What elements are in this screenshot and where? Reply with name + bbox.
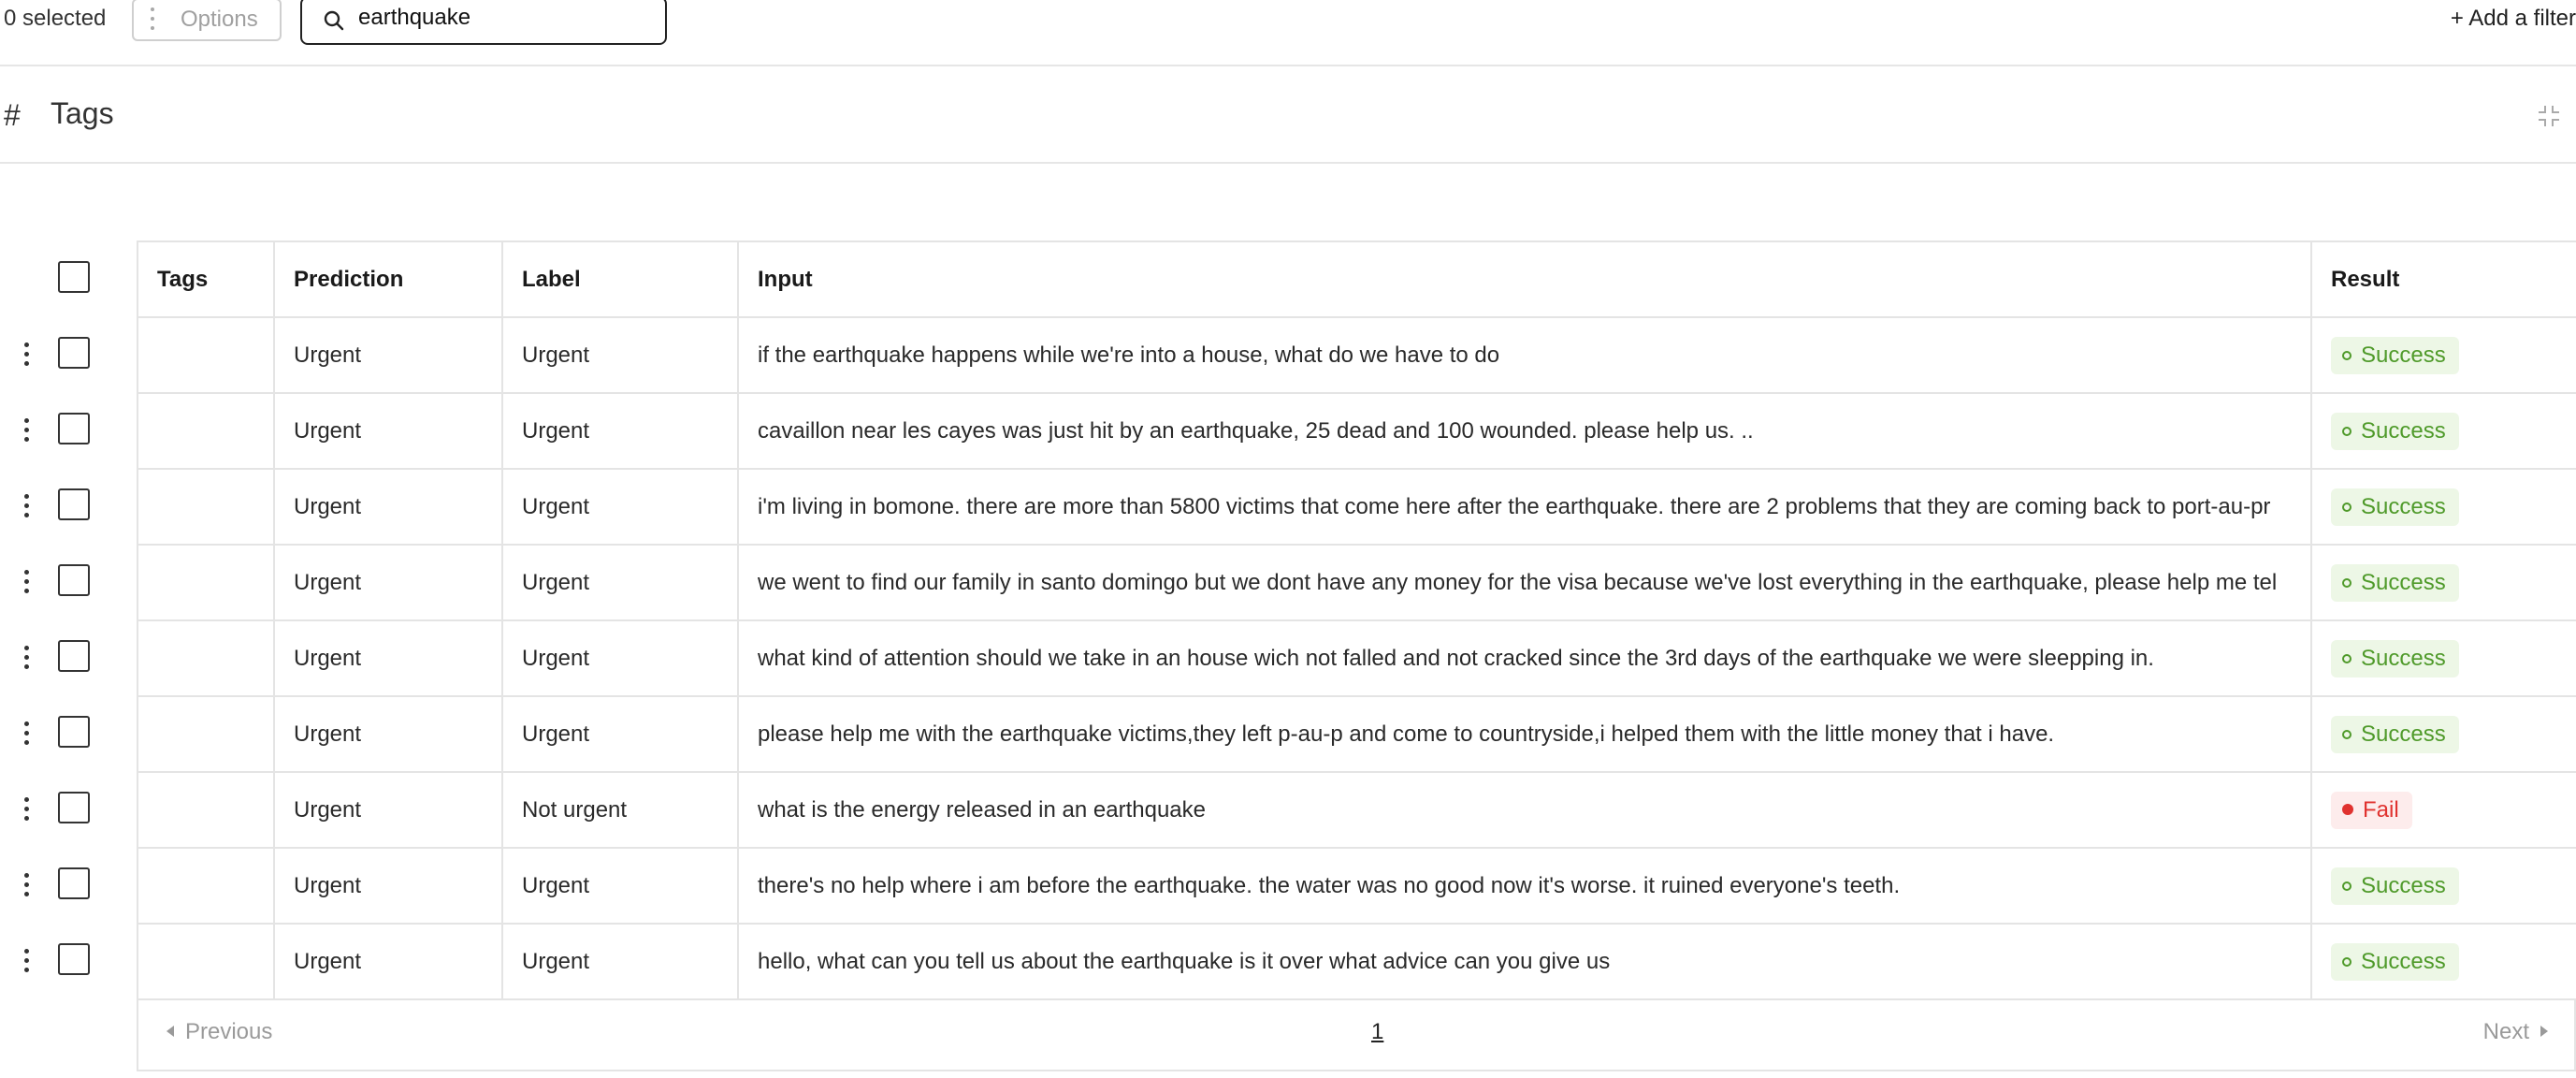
result-cell: [2311, 393, 2576, 469]
prediction-cell: Urgent: [274, 696, 502, 772]
row-gutter-item: [0, 923, 137, 998]
result-cell: [2311, 620, 2576, 696]
label-cell: Urgent: [502, 393, 738, 469]
row-gutter-item: [0, 468, 137, 544]
tags-cell: [137, 772, 274, 848]
success-dot-icon: [2342, 503, 2352, 512]
result-text: Success: [2361, 493, 2446, 519]
tags-cell: [137, 848, 274, 924]
row-gutter-item: [0, 316, 137, 392]
result-text: Fail: [2363, 796, 2399, 823]
result-cell: [2311, 469, 2576, 545]
row-menu-icon[interactable]: [24, 342, 29, 371]
result-text: Success: [2361, 342, 2446, 368]
row-checkbox[interactable]: [58, 413, 90, 444]
success-dot-icon: [2342, 730, 2352, 739]
row-gutter-item: [0, 771, 137, 847]
tags-cell: [137, 545, 274, 620]
prediction-cell: Urgent: [274, 924, 502, 999]
status-badge-success: [2331, 564, 2459, 602]
column-header-label[interactable]: Label: [502, 241, 738, 317]
row-gutter-item: [0, 847, 137, 923]
column-header-result[interactable]: Result: [2311, 241, 2576, 317]
search-icon: [323, 9, 345, 32]
section-title: Tags: [51, 96, 114, 130]
table-row[interactable]: [137, 469, 2576, 545]
collapse-icon[interactable]: [2537, 104, 2561, 128]
success-dot-icon: [2342, 654, 2352, 663]
selected-count: 0 selected: [4, 6, 107, 31]
add-filter-button[interactable]: + Add a filter: [2450, 6, 2576, 31]
result-cell: [2311, 924, 2576, 999]
column-header-prediction[interactable]: Prediction: [274, 241, 502, 317]
prediction-cell: Urgent: [274, 848, 502, 924]
tags-cell: [137, 620, 274, 696]
prediction-cell: Urgent: [274, 545, 502, 620]
next-button[interactable]: [2483, 1019, 2548, 1045]
column-header-tags[interactable]: Tags: [137, 241, 274, 317]
prediction-cell: Urgent: [274, 393, 502, 469]
label-cell: Urgent: [502, 696, 738, 772]
input-cell: if the earthquake happens while we're into a house, what do we have to do: [738, 317, 2311, 393]
header-gutter: [0, 240, 137, 316]
column-header-input[interactable]: Input: [738, 241, 2311, 317]
label-cell: Urgent: [502, 620, 738, 696]
result-cell: [2311, 317, 2576, 393]
search-box[interactable]: [300, 0, 667, 45]
success-dot-icon: [2342, 578, 2352, 588]
input-cell: i'm living in bomone. there are more than 5800 victims that come here after the earthquake. there are 2 problems that they are coming back to port-au-pr: [738, 469, 2311, 545]
row-gutter-item: [0, 695, 137, 771]
status-badge-success: [2331, 337, 2459, 374]
tags-cell: [137, 393, 274, 469]
table-row[interactable]: [137, 696, 2576, 772]
table-row[interactable]: [137, 317, 2576, 393]
status-badge-success: [2331, 943, 2459, 981]
section-header: [0, 66, 2576, 164]
row-menu-icon[interactable]: [24, 570, 29, 598]
result-cell: [2311, 848, 2576, 924]
result-text: Success: [2361, 721, 2446, 747]
row-menu-icon[interactable]: [24, 418, 29, 446]
status-badge-success: [2331, 413, 2459, 450]
table-header-row: [137, 241, 2576, 317]
result-text: Success: [2361, 948, 2446, 974]
label-cell: Urgent: [502, 924, 738, 999]
input-cell: hello, what can you tell us about the earthquake is it over what advice can you give us: [738, 924, 2311, 999]
table-row[interactable]: [137, 393, 2576, 469]
input-cell: what kind of attention should we take in an house wich not falled and not cracked since the 3rd days of the earthquake we were sleepping in.: [738, 620, 2311, 696]
options-label: Options: [181, 7, 258, 32]
result-text: Success: [2361, 645, 2446, 671]
row-menu-icon[interactable]: [24, 494, 29, 522]
table-row[interactable]: [137, 545, 2576, 620]
status-badge-success: [2331, 867, 2459, 905]
result-cell: [2311, 545, 2576, 620]
success-dot-icon: [2342, 351, 2352, 360]
table-row[interactable]: [137, 620, 2576, 696]
row-checkbox[interactable]: [58, 792, 90, 823]
result-text: Success: [2361, 872, 2446, 898]
label-cell: Urgent: [502, 317, 738, 393]
fail-dot-icon: [2342, 804, 2353, 815]
prediction-cell: Urgent: [274, 772, 502, 848]
row-gutter-item: [0, 544, 137, 619]
table-row[interactable]: [137, 772, 2576, 848]
kebab-icon: [151, 6, 154, 34]
result-cell: [2311, 696, 2576, 772]
chevron-right-icon: [2540, 1026, 2548, 1037]
previous-button[interactable]: [166, 1019, 272, 1045]
input-cell: there's no help where i am before the earthquake. the water was no good now it's worse. it ruined everyone's teeth.: [738, 848, 2311, 924]
label-cell: Urgent: [502, 848, 738, 924]
page-number[interactable]: 1: [1371, 1019, 1384, 1044]
row-checkbox[interactable]: [58, 488, 90, 520]
result-cell: [2311, 772, 2576, 848]
search-input[interactable]: [358, 4, 648, 32]
row-checkbox[interactable]: [58, 867, 90, 899]
tags-cell: [137, 317, 274, 393]
input-cell: please help me with the earthquake victims,they left p-au-p and come to countryside,i helped them with the little money that i have.: [738, 696, 2311, 772]
status-badge-fail: [2331, 792, 2412, 829]
row-checkbox[interactable]: [58, 716, 90, 748]
results-table: [137, 240, 2576, 1000]
label-cell: Not urgent: [502, 772, 738, 848]
success-dot-icon: [2342, 427, 2352, 436]
row-checkbox[interactable]: [58, 943, 90, 975]
row-menu-icon[interactable]: [24, 949, 29, 977]
status-badge-success: [2331, 716, 2459, 753]
prediction-cell: Urgent: [274, 469, 502, 545]
prediction-cell: Urgent: [274, 317, 502, 393]
result-text: Success: [2361, 569, 2446, 595]
success-dot-icon: [2342, 881, 2352, 891]
next-label: Next: [2482, 1019, 2529, 1044]
table-row[interactable]: [137, 848, 2576, 924]
row-gutter-item: [0, 392, 137, 468]
input-cell: we went to find our family in santo domingo but we dont have any money for the visa because we've lost everything in the earthquake, please help me tel: [738, 545, 2311, 620]
label-cell: Urgent: [502, 545, 738, 620]
row-menu-icon[interactable]: [24, 873, 29, 901]
toolbar: [0, 0, 2576, 66]
previous-label: Previous: [185, 1019, 273, 1044]
prediction-cell: Urgent: [274, 620, 502, 696]
result-text: Success: [2361, 417, 2446, 444]
tags-cell: [137, 469, 274, 545]
success-dot-icon: [2342, 957, 2352, 967]
row-checkbox[interactable]: [58, 640, 90, 672]
row-menu-icon[interactable]: [24, 646, 29, 674]
status-badge-success: [2331, 488, 2459, 526]
row-gutter-item: [0, 619, 137, 695]
input-cell: what is the energy released in an earthquake: [738, 772, 2311, 848]
label-cell: Urgent: [502, 469, 738, 545]
pagination: [137, 998, 2576, 1071]
status-badge-success: [2331, 640, 2459, 677]
chevron-left-icon: [166, 1026, 174, 1037]
input-cell: cavaillon near les cayes was just hit by an earthquake, 25 dead and 100 wounded. please help us. ..: [738, 393, 2311, 469]
tags-cell: [137, 696, 274, 772]
row-checkbox[interactable]: [58, 337, 90, 369]
row-menu-icon[interactable]: [24, 797, 29, 825]
table-row[interactable]: [137, 924, 2576, 999]
tags-cell: [137, 924, 274, 999]
row-checkbox[interactable]: [58, 564, 90, 596]
select-all-checkbox[interactable]: [58, 261, 90, 293]
hash-icon: #: [4, 98, 21, 132]
options-button[interactable]: [132, 0, 282, 41]
row-menu-icon[interactable]: [24, 721, 29, 750]
